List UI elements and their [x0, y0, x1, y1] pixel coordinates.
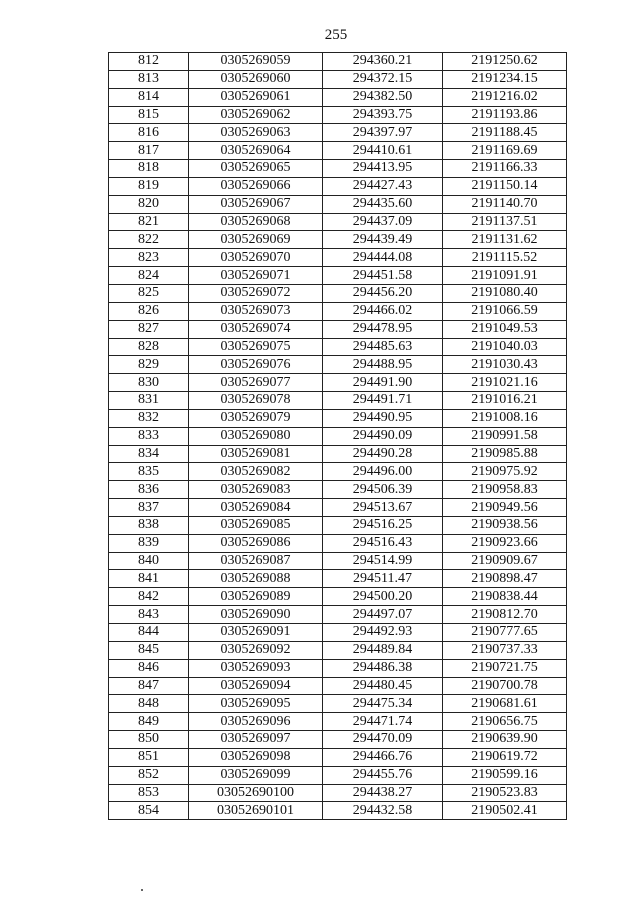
table-row [109, 88, 567, 106]
table-row [109, 302, 567, 320]
table-row [109, 624, 567, 642]
y-coordinate-cell: 2190777.65 [443, 624, 567, 642]
y-coordinate-cell: 2190991.58 [443, 427, 567, 445]
y-coordinate-cell: 2191030.43 [443, 356, 567, 374]
point-number-cell: 827 [109, 320, 189, 338]
x-coordinate-cell: 294490.09 [323, 427, 443, 445]
y-coordinate-cell: 2191166.33 [443, 160, 567, 178]
point-id-cell: 0305269094 [189, 677, 323, 695]
y-coordinate-cell: 2191234.15 [443, 70, 567, 88]
y-coordinate-cell: 2190599.16 [443, 766, 567, 784]
point-id-cell: 03052690101 [189, 802, 323, 820]
point-id-cell: 0305269071 [189, 267, 323, 285]
x-coordinate-cell: 294444.08 [323, 249, 443, 267]
point-id-cell: 0305269072 [189, 284, 323, 302]
table-row [109, 534, 567, 552]
table-row [109, 231, 567, 249]
point-number-cell: 812 [109, 53, 189, 71]
x-coordinate-cell: 294466.76 [323, 748, 443, 766]
table-row [109, 53, 567, 71]
point-number-cell: 837 [109, 499, 189, 517]
point-number-cell: 841 [109, 570, 189, 588]
x-coordinate-cell: 294490.28 [323, 445, 443, 463]
x-coordinate-cell: 294496.00 [323, 463, 443, 481]
point-number-cell: 819 [109, 177, 189, 195]
point-id-cell: 0305269064 [189, 142, 323, 160]
x-coordinate-cell: 294397.97 [323, 124, 443, 142]
point-id-cell: 0305269095 [189, 695, 323, 713]
x-coordinate-cell: 294437.09 [323, 213, 443, 231]
y-coordinate-cell: 2191140.70 [443, 195, 567, 213]
y-coordinate-cell: 2191188.45 [443, 124, 567, 142]
point-number-cell: 833 [109, 427, 189, 445]
point-number-cell: 842 [109, 588, 189, 606]
table-row [109, 481, 567, 499]
y-coordinate-cell: 2191137.51 [443, 213, 567, 231]
y-coordinate-cell: 2190502.41 [443, 802, 567, 820]
x-coordinate-cell: 294516.43 [323, 534, 443, 552]
point-number-cell: 820 [109, 195, 189, 213]
point-number-cell: 851 [109, 748, 189, 766]
point-id-cell: 0305269089 [189, 588, 323, 606]
point-id-cell: 0305269061 [189, 88, 323, 106]
point-id-cell: 0305269092 [189, 641, 323, 659]
table-row [109, 267, 567, 285]
point-number-cell: 834 [109, 445, 189, 463]
point-id-cell: 0305269091 [189, 624, 323, 642]
point-number-cell: 840 [109, 552, 189, 570]
x-coordinate-cell: 294455.76 [323, 766, 443, 784]
y-coordinate-cell: 2190656.75 [443, 713, 567, 731]
y-coordinate-cell: 2190812.70 [443, 606, 567, 624]
x-coordinate-cell: 294360.21 [323, 53, 443, 71]
point-id-cell: 0305269074 [189, 320, 323, 338]
scan-speck [141, 889, 143, 891]
x-coordinate-cell: 294480.45 [323, 677, 443, 695]
point-id-cell: 0305269060 [189, 70, 323, 88]
y-coordinate-cell: 2190639.90 [443, 731, 567, 749]
table-row [109, 195, 567, 213]
point-id-cell: 0305269069 [189, 231, 323, 249]
point-number-cell: 815 [109, 106, 189, 124]
y-coordinate-cell: 2191049.53 [443, 320, 567, 338]
x-coordinate-cell: 294485.63 [323, 338, 443, 356]
point-number-cell: 821 [109, 213, 189, 231]
point-id-cell: 0305269062 [189, 106, 323, 124]
point-number-cell: 824 [109, 267, 189, 285]
y-coordinate-cell: 2191250.62 [443, 53, 567, 71]
table-row [109, 320, 567, 338]
table-row [109, 731, 567, 749]
y-coordinate-cell: 2191040.03 [443, 338, 567, 356]
point-number-cell: 835 [109, 463, 189, 481]
x-coordinate-cell: 294489.84 [323, 641, 443, 659]
point-number-cell: 849 [109, 713, 189, 731]
table-row [109, 374, 567, 392]
point-id-cell: 0305269093 [189, 659, 323, 677]
y-coordinate-cell: 2190681.61 [443, 695, 567, 713]
point-id-cell: 0305269081 [189, 445, 323, 463]
point-number-cell: 846 [109, 659, 189, 677]
point-number-cell: 830 [109, 374, 189, 392]
y-coordinate-cell: 2190737.33 [443, 641, 567, 659]
point-id-cell: 0305269096 [189, 713, 323, 731]
y-coordinate-cell: 2191216.02 [443, 88, 567, 106]
point-id-cell: 0305269077 [189, 374, 323, 392]
table-row [109, 784, 567, 802]
x-coordinate-cell: 294514.99 [323, 552, 443, 570]
point-id-cell: 0305269063 [189, 124, 323, 142]
table-row [109, 677, 567, 695]
table-row [109, 338, 567, 356]
table-row [109, 106, 567, 124]
coordinates-table [108, 52, 567, 820]
table-row [109, 641, 567, 659]
point-id-cell: 0305269070 [189, 249, 323, 267]
point-number-cell: 825 [109, 284, 189, 302]
point-number-cell: 826 [109, 302, 189, 320]
table-row [109, 427, 567, 445]
y-coordinate-cell: 2191021.16 [443, 374, 567, 392]
point-id-cell: 0305269067 [189, 195, 323, 213]
y-coordinate-cell: 2190909.67 [443, 552, 567, 570]
x-coordinate-cell: 294451.58 [323, 267, 443, 285]
y-coordinate-cell: 2190721.75 [443, 659, 567, 677]
table-row [109, 124, 567, 142]
y-coordinate-cell: 2191193.86 [443, 106, 567, 124]
point-number-cell: 847 [109, 677, 189, 695]
y-coordinate-cell: 2190700.78 [443, 677, 567, 695]
point-number-cell: 829 [109, 356, 189, 374]
point-number-cell: 848 [109, 695, 189, 713]
x-coordinate-cell: 294506.39 [323, 481, 443, 499]
point-id-cell: 0305269082 [189, 463, 323, 481]
point-id-cell: 0305269080 [189, 427, 323, 445]
y-coordinate-cell: 2190938.56 [443, 516, 567, 534]
point-id-cell: 0305269066 [189, 177, 323, 195]
x-coordinate-cell: 294456.20 [323, 284, 443, 302]
x-coordinate-cell: 294432.58 [323, 802, 443, 820]
x-coordinate-cell: 294413.95 [323, 160, 443, 178]
point-number-cell: 822 [109, 231, 189, 249]
point-number-cell: 813 [109, 70, 189, 88]
x-coordinate-cell: 294410.61 [323, 142, 443, 160]
table-row [109, 160, 567, 178]
point-id-cell: 03052690100 [189, 784, 323, 802]
table-row [109, 552, 567, 570]
point-number-cell: 816 [109, 124, 189, 142]
point-number-cell: 838 [109, 516, 189, 534]
x-coordinate-cell: 294490.95 [323, 409, 443, 427]
point-id-cell: 0305269085 [189, 516, 323, 534]
point-number-cell: 814 [109, 88, 189, 106]
table-row [109, 748, 567, 766]
x-coordinate-cell: 294492.93 [323, 624, 443, 642]
x-coordinate-cell: 294511.47 [323, 570, 443, 588]
point-id-cell: 0305269078 [189, 392, 323, 410]
y-coordinate-cell: 2190958.83 [443, 481, 567, 499]
coordinates-table-body [109, 53, 567, 820]
point-id-cell: 0305269097 [189, 731, 323, 749]
point-id-cell: 0305269075 [189, 338, 323, 356]
point-number-cell: 836 [109, 481, 189, 499]
table-row [109, 802, 567, 820]
point-id-cell: 0305269084 [189, 499, 323, 517]
point-number-cell: 850 [109, 731, 189, 749]
y-coordinate-cell: 2190619.72 [443, 748, 567, 766]
y-coordinate-cell: 2190949.56 [443, 499, 567, 517]
x-coordinate-cell: 294491.71 [323, 392, 443, 410]
x-coordinate-cell: 294438.27 [323, 784, 443, 802]
table-row [109, 213, 567, 231]
x-coordinate-cell: 294500.20 [323, 588, 443, 606]
y-coordinate-cell: 2190838.44 [443, 588, 567, 606]
x-coordinate-cell: 294516.25 [323, 516, 443, 534]
table-row [109, 499, 567, 517]
y-coordinate-cell: 2191131.62 [443, 231, 567, 249]
y-coordinate-cell: 2190523.83 [443, 784, 567, 802]
point-id-cell: 0305269076 [189, 356, 323, 374]
x-coordinate-cell: 294393.75 [323, 106, 443, 124]
point-id-cell: 0305269098 [189, 748, 323, 766]
point-id-cell: 0305269059 [189, 53, 323, 71]
x-coordinate-cell: 294470.09 [323, 731, 443, 749]
table-row [109, 659, 567, 677]
y-coordinate-cell: 2191066.59 [443, 302, 567, 320]
point-number-cell: 832 [109, 409, 189, 427]
table-row [109, 606, 567, 624]
x-coordinate-cell: 294382.50 [323, 88, 443, 106]
table-row [109, 392, 567, 410]
point-id-cell: 0305269088 [189, 570, 323, 588]
y-coordinate-cell: 2191150.14 [443, 177, 567, 195]
point-number-cell: 854 [109, 802, 189, 820]
table-row [109, 284, 567, 302]
table-row [109, 695, 567, 713]
point-number-cell: 823 [109, 249, 189, 267]
y-coordinate-cell: 2191008.16 [443, 409, 567, 427]
point-number-cell: 839 [109, 534, 189, 552]
point-id-cell: 0305269065 [189, 160, 323, 178]
point-id-cell: 0305269099 [189, 766, 323, 784]
y-coordinate-cell: 2191080.40 [443, 284, 567, 302]
point-id-cell: 0305269087 [189, 552, 323, 570]
table-row [109, 588, 567, 606]
y-coordinate-cell: 2190898.47 [443, 570, 567, 588]
point-number-cell: 843 [109, 606, 189, 624]
y-coordinate-cell: 2191169.69 [443, 142, 567, 160]
point-id-cell: 0305269083 [189, 481, 323, 499]
x-coordinate-cell: 294372.15 [323, 70, 443, 88]
x-coordinate-cell: 294439.49 [323, 231, 443, 249]
x-coordinate-cell: 294471.74 [323, 713, 443, 731]
point-number-cell: 831 [109, 392, 189, 410]
point-number-cell: 844 [109, 624, 189, 642]
x-coordinate-cell: 294475.34 [323, 695, 443, 713]
point-id-cell: 0305269079 [189, 409, 323, 427]
table-row [109, 142, 567, 160]
table-row [109, 70, 567, 88]
point-id-cell: 0305269073 [189, 302, 323, 320]
table-row [109, 445, 567, 463]
y-coordinate-cell: 2191115.52 [443, 249, 567, 267]
table-row [109, 249, 567, 267]
x-coordinate-cell: 294513.67 [323, 499, 443, 517]
x-coordinate-cell: 294491.90 [323, 374, 443, 392]
x-coordinate-cell: 294435.60 [323, 195, 443, 213]
table-row [109, 516, 567, 534]
point-id-cell: 0305269068 [189, 213, 323, 231]
table-row [109, 713, 567, 731]
table-row [109, 356, 567, 374]
x-coordinate-cell: 294486.38 [323, 659, 443, 677]
page-number: 255 [324, 27, 348, 43]
table-row [109, 409, 567, 427]
point-number-cell: 818 [109, 160, 189, 178]
x-coordinate-cell: 294497.07 [323, 606, 443, 624]
point-id-cell: 0305269090 [189, 606, 323, 624]
point-number-cell: 852 [109, 766, 189, 784]
x-coordinate-cell: 294488.95 [323, 356, 443, 374]
table-row [109, 463, 567, 481]
table-row [109, 766, 567, 784]
point-number-cell: 828 [109, 338, 189, 356]
point-number-cell: 853 [109, 784, 189, 802]
y-coordinate-cell: 2190985.88 [443, 445, 567, 463]
x-coordinate-cell: 294478.95 [323, 320, 443, 338]
y-coordinate-cell: 2190923.66 [443, 534, 567, 552]
point-id-cell: 0305269086 [189, 534, 323, 552]
y-coordinate-cell: 2191016.21 [443, 392, 567, 410]
point-number-cell: 845 [109, 641, 189, 659]
y-coordinate-cell: 2190975.92 [443, 463, 567, 481]
table-row [109, 570, 567, 588]
point-number-cell: 817 [109, 142, 189, 160]
y-coordinate-cell: 2191091.91 [443, 267, 567, 285]
table-row [109, 177, 567, 195]
x-coordinate-cell: 294466.02 [323, 302, 443, 320]
x-coordinate-cell: 294427.43 [323, 177, 443, 195]
